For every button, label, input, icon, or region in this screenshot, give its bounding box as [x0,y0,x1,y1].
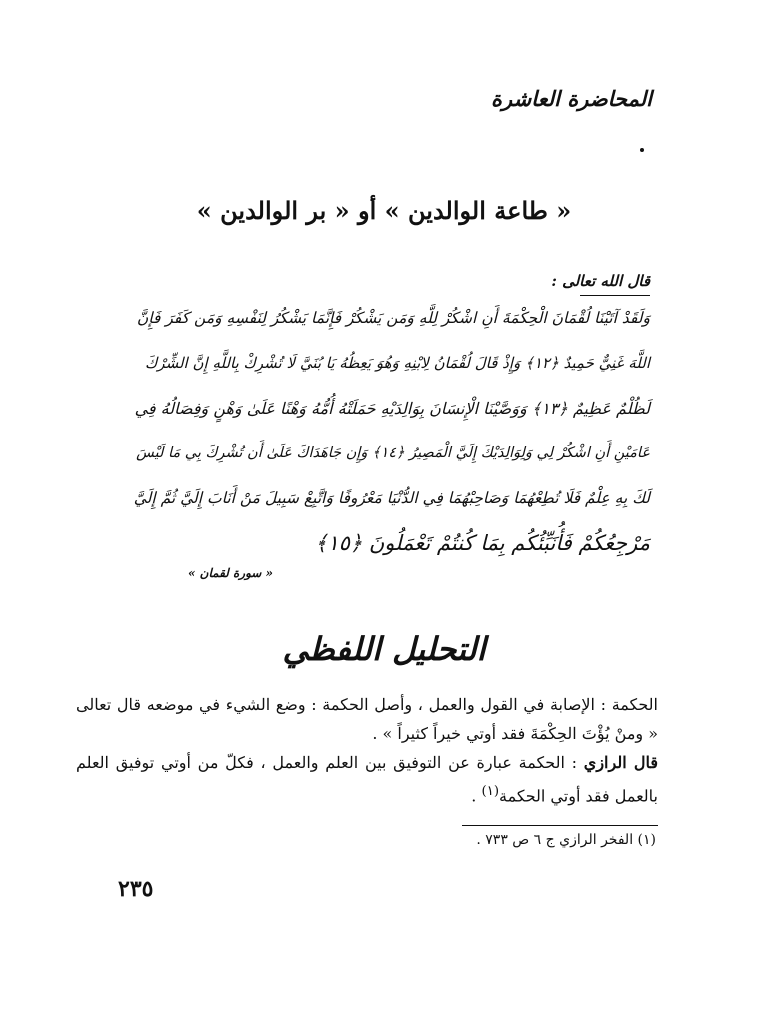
verse-line: لَظُلْمٌ عَظِيمٌ ﴿١٣﴾ وَوَصَّيْنَا الْإِنسَانَ بِوَالِدَيْهِ حَمَلَتْهُ أُمُّهُ وَهْنًا عَلَىٰ وَهْنٍ وَفِصَالُهُ فِي [134,399,650,418]
section-heading: التحليل اللفظي [282,630,486,668]
quote-author: قال الرازي [583,753,659,772]
verse-line: وَلَقَدْ آتَيْنَا لُقْمَانَ الْحِكْمَةَ أَنِ اشْكُرْ لِلَّهِ وَمَن يَشْكُرْ فَإِنَّمَا يَشْكُرُ لِنَفْسِهِ وَمَن كَفَرَ فَإِنَّ [136,309,650,327]
verse-line: عَامَيْنِ أَنِ اشْكُرْ لِي وَلِوَالِدَيْكَ إِلَيَّ الْمَصِيرُ ﴿١٤﴾ وَإِن جَاهَدَاكَ عَلَىٰ أَن تُشْرِكَ بِي مَا لَيْسَ [136,445,650,461]
quran-verses [130,296,650,566]
footnote-divider [462,825,658,826]
verse-source: « سورة لقمان » [188,566,274,580]
footnote-ref: (١) [481,784,500,799]
decorative-dot [640,148,644,152]
body-text [76,690,658,810]
verse-line: لَكَ بِهِ عِلْمٌ فَلَا تُطِعْهُمَا وَصَاحِبْهُمَا فِي الدُّنْيَا مَعْرُوفًا وَاتَّبِعْ سَبِيلَ مَنْ أَنَابَ إِلَيَّ ثُمَّ إِلَيَّ [133,489,650,507]
footnote: (١) الفخر الرازي ج ٦ ص ٧٣٣ . [476,832,656,848]
paragraph-end: . [471,786,482,806]
paragraph: الحكمة : الإصابة في القول والعمل ، وأصل الحكمة : وضع الشيء في موضعه قال تعالى « ومنْ يُؤْتَ الحِكْمَةَ فقد أوتي خيراً كثيراً » . [76,695,659,743]
chapter-heading: المحاضرة العاشرة [490,86,652,111]
page-number: ٢٣٥ [118,876,154,902]
verse-intro: قال الله تعالى : [551,272,650,290]
page-title: « طاعة الوالدين » أو « بر الوالدين » [196,196,572,225]
paragraph-text: : الحكمة عبارة عن التوفيق بين العلم والعمل ، فكلّ من أوتي توفيق العلم بالعمل فقد أوتي الحكمة [76,753,658,806]
verse-line: مَرْجِعُكُمْ فَأُنَبِّئُكُم بِمَا كُنتُمْ تَعْمَلُونَ ﴿١٥﴾ [315,531,650,555]
verse-line: اللَّهَ غَنِيٌّ حَمِيدٌ ﴿١٢﴾ وَإِذْ قَالَ لُقْمَانُ لِابْنِهِ وَهُوَ يَعِظُهُ يَا بُنَيَّ لَا تُشْرِكْ بِاللَّهِ إِنَّ الشِّرْكَ [144,354,650,372]
paragraph [76,748,658,810]
